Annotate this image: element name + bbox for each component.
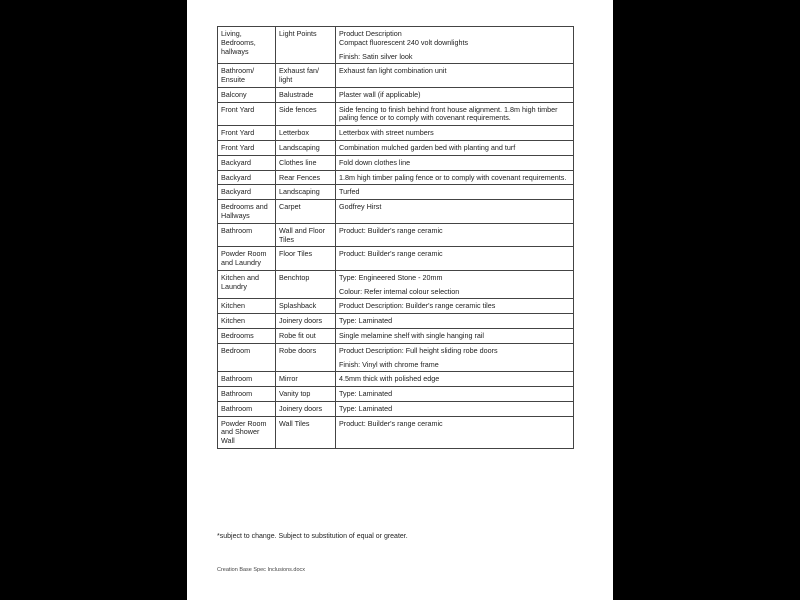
table-row [218,299,574,314]
description-cell [336,87,574,102]
description-cell [336,102,574,126]
spec-table-body [218,27,574,449]
description-cell [336,314,574,329]
item-cell: Landscaping [276,141,336,156]
area-cell: Balcony [218,87,276,102]
item-cell: Landscaping [276,185,336,200]
table-row [218,223,574,247]
table-row [218,270,574,299]
item-cell: Splashback [276,299,336,314]
description-cell [336,416,574,448]
item-cell: Clothes line [276,155,336,170]
description-line: Type: Laminated [339,403,393,413]
area-cell: Bedrooms [218,328,276,343]
area-cell: Front Yard [218,126,276,141]
table-row [218,141,574,156]
area-cell: Powder Room and Laundry [218,247,276,271]
description-cell [336,155,574,170]
description-line: Product: Builder's range ceramic [339,418,443,428]
area-cell: Bathroom/ Ensuite [218,64,276,88]
area-cell: Kitchen [218,314,276,329]
description-line: Side fencing to finish behind front house alignment. 1.8m high timber paling fence or to comply with covenant requirements. [339,104,558,123]
description-cell [336,270,574,299]
area-cell: Bathroom [218,387,276,402]
description-cell [336,401,574,416]
description-line: Product Description: Full height sliding robe doors [339,345,498,355]
area-cell: Living, Bedrooms, hallways [218,27,276,64]
description-line: Turfed [339,187,360,197]
item-cell: Joinery doors [276,314,336,329]
table-row [218,126,574,141]
table-row [218,27,574,64]
item-cell: Robe fit out [276,328,336,343]
description-line: Single melamine shelf with single hanging rail [339,330,485,340]
table-row [218,87,574,102]
area-cell: Powder Room and Shower Wall [218,416,276,448]
description-cell [336,372,574,387]
description-line: Product: Builder's range ceramic [339,225,443,235]
item-cell: Balustrade [276,87,336,102]
description-cell [336,200,574,224]
area-cell: Bedroom [218,343,276,372]
table-row [218,401,574,416]
area-cell: Backyard [218,185,276,200]
table-row [218,200,574,224]
area-cell: Bathroom [218,372,276,387]
description-cell [336,299,574,314]
description-cell [336,170,574,185]
spec-table [217,26,574,449]
description-line: Product Description [339,29,402,38]
item-cell: Floor Tiles [276,247,336,271]
document-filename: Creation Base Spec Inclusions.docx [217,567,306,573]
description-cell [336,27,574,64]
item-cell: Carpet [276,200,336,224]
item-cell: Wall and Floor Tiles [276,223,336,247]
description-line: Product: Builder's range ceramic [339,249,443,259]
description-cell [336,328,574,343]
area-cell: Bedrooms and Hallways [218,200,276,224]
item-cell: Wall Tiles [276,416,336,448]
table-row [218,155,574,170]
description-line: Type: Engineered Stone - 20mm [339,272,443,282]
table-row [218,372,574,387]
item-cell: Light Points [276,27,336,64]
table-row [218,102,574,126]
table-row [218,185,574,200]
description-line: Compact fluorescent 240 volt downlights [339,37,469,47]
table-row [218,343,574,372]
item-cell: Rear Fences [276,170,336,185]
description-line: Exhaust fan light combination unit [339,66,447,76]
description-line: Letterbox with street numbers [339,128,434,138]
description-line: 4.5mm thick with polished edge [339,374,440,384]
item-cell: Benchtop [276,270,336,299]
document-page [187,0,613,600]
description-cell [336,223,574,247]
table-row [218,416,574,448]
table-row [218,387,574,402]
table-row [218,64,574,88]
area-cell: Kitchen and Laundry [218,270,276,299]
description-line: Godfrey Hirst [339,202,382,212]
area-cell: Backyard [218,170,276,185]
description-line: Type: Laminated [339,389,393,399]
description-line: Colour: Refer internal colour selection [339,286,460,296]
description-line: Finish: Satin silver look [339,51,413,61]
area-cell: Kitchen [218,299,276,314]
table-row [218,170,574,185]
area-cell: Front Yard [218,141,276,156]
footnote: *subject to change. Subject to substitution of equal or greater. [217,533,408,540]
description-line: Fold down clothes line [339,157,411,167]
item-cell: Mirror [276,372,336,387]
item-cell: Vanity top [276,387,336,402]
item-cell: Exhaust fan/ light [276,64,336,88]
description-cell [336,64,574,88]
description-line: 1.8m high timber paling fence or to comply with covenant requirements. [339,172,567,182]
description-cell [336,387,574,402]
description-cell [336,343,574,372]
item-cell: Letterbox [276,126,336,141]
item-cell: Joinery doors [276,401,336,416]
area-cell: Bathroom [218,223,276,247]
table-row [218,247,574,271]
description-line: Finish: Vinyl with chrome frame [339,359,439,369]
area-cell: Bathroom [218,401,276,416]
description-cell [336,141,574,156]
area-cell: Front Yard [218,102,276,126]
description-line: Product Description: Builder's range ceramic tiles [339,301,496,311]
description-line: Type: Laminated [339,316,393,326]
item-cell: Side fences [276,102,336,126]
description-cell [336,126,574,141]
area-cell: Backyard [218,155,276,170]
description-cell [336,247,574,271]
description-cell [336,185,574,200]
table-row [218,328,574,343]
item-cell: Robe doors [276,343,336,372]
table-row [218,314,574,329]
description-line: Plaster wall (if applicable) [339,89,421,99]
description-line: Combination mulched garden bed with planting and turf [339,143,516,153]
